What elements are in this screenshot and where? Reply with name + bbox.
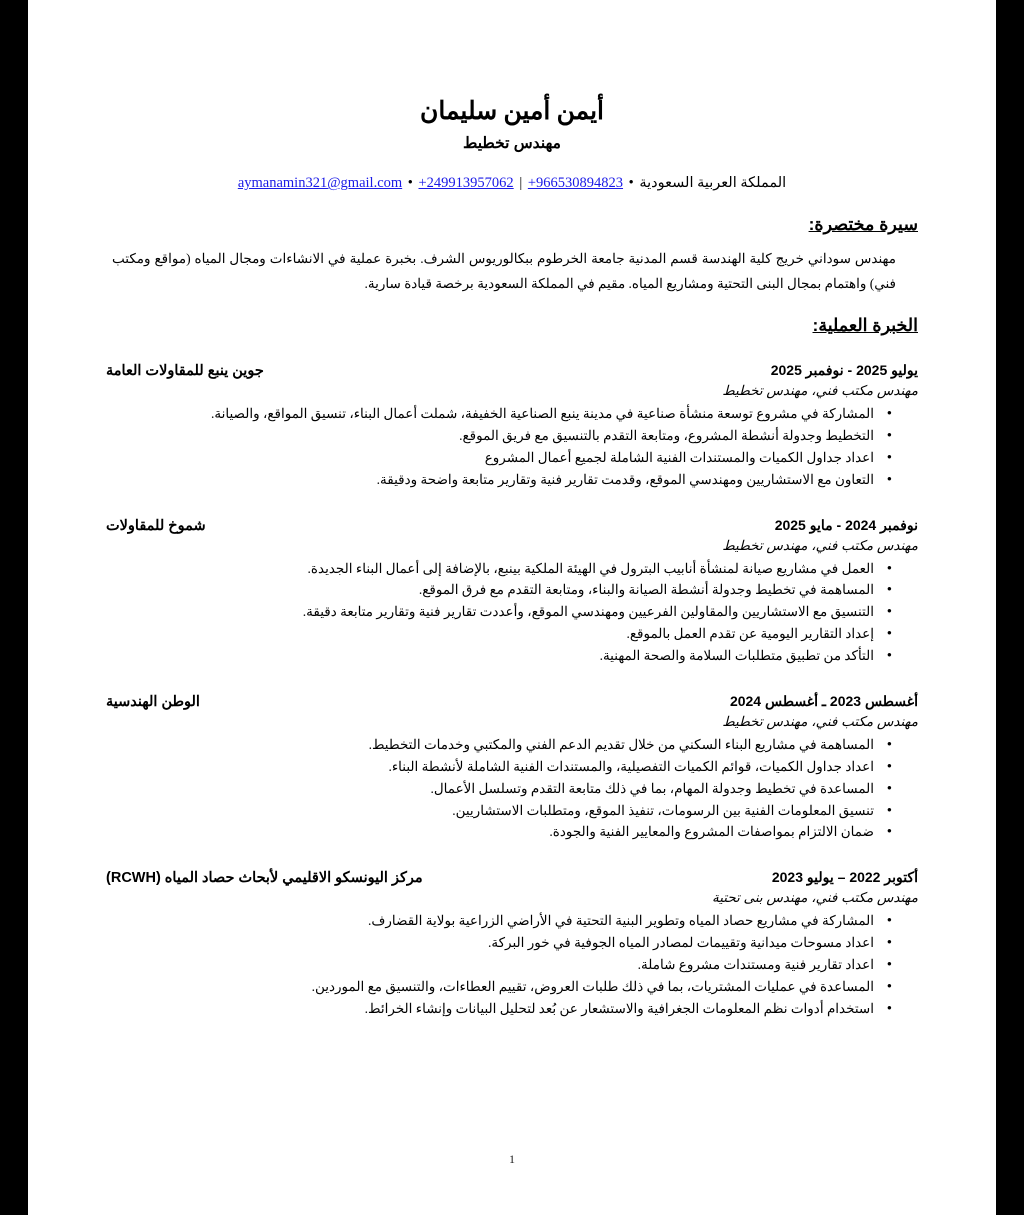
experience-company: مركز اليونسكو الاقليمي لأبحاث حصاد المياه (RCWH)	[106, 870, 423, 887]
summary-text: مهندس سوداني خريج كلية الهندسة قسم المدنية جامعة الخرطوم ببكالوريوس الشرف. بخبرة عملية في الانشاءات ومجال المياه (مواقع ومكتب فني) واهتمام بمجال البنى التحتية ومشاريع المياه. مقيم في المملكة السعودية برخصة قيادة سارية.	[112, 251, 896, 292]
page-number: 1	[509, 1152, 515, 1166]
phone-link-2[interactable]: +966530894823	[527, 175, 624, 192]
experience-role: مهندس مكتب فني، مهندس تخطيط	[722, 383, 918, 399]
experience-header	[106, 362, 918, 379]
experience-item	[106, 869, 918, 1019]
list-item: • اعداد مسوحات ميدانية وتقييمات لمصادر المياه الجوفية في خور البركة.	[106, 932, 892, 954]
list-item: • اعداد تقارير فنية ومستندات مشروع شاملة.	[106, 954, 892, 976]
experience-bullets	[106, 910, 918, 1019]
experience-dates: أكتوبر 2022 – يوليو 2023	[771, 869, 918, 886]
experience-dates: نوفمبر 2024 - مايو 2025	[774, 516, 918, 533]
list-item: • التخطيط وجدولة أنشطة المشروع، ومتابعة التقدم بالتنسيق مع فريق الموقع.	[106, 425, 892, 447]
list-item: • المساعدة في عمليات المشتريات، بما في ذلك طلبات العروض، تقييم العطاءات، والتنسيق مع الموردين.	[106, 976, 892, 998]
summary-heading: سيرة مختصرة:	[808, 214, 918, 235]
list-item: • تنسيق المعلومات الفنية بين الرسومات، تنفيذ الموقع، ومتطلبات الاستشاريين.	[106, 800, 892, 822]
list-item: • استخدام أدوات نظم المعلومات الجغرافية والاستشعار عن بُعد لتحليل البيانات وإنشاء الخرائط.	[106, 998, 892, 1020]
contact-separator-bullet-2: •	[407, 175, 413, 192]
experience-dates: أغسطس 2023 ـ أغسطس 2024	[729, 692, 918, 709]
experience-bullets	[106, 558, 918, 667]
experience-item	[106, 517, 918, 667]
list-item: • المشاركة في مشروع توسعة منشأة صناعية في مدينة ينبع الصناعية الخفيفة، شملت أعمال البناء، تنسيق المواقع، والصيانة.	[106, 403, 892, 425]
experience-role: مهندس مكتب فني، مهندس بنى تحتية	[711, 890, 918, 906]
experience-header	[106, 517, 918, 534]
contact-separator-bullet: •	[628, 175, 634, 192]
page-title: أيمن أمين سليمان	[420, 98, 604, 125]
list-item: • اعداد جداول الكميات، قوائم الكميات التفصيلية، والمستندات الفنية الشاملة لأنشطة البناء.	[106, 756, 892, 778]
candidate-job-title: مهندس تخطيط	[463, 135, 561, 153]
list-item: • التأكد من تطبيق متطلبات السلامة والصحة المهنية.	[106, 645, 892, 667]
list-item: • العمل في مشاريع صيانة لمنشأة أنابيب البترول في الهيئة الملكية بينبع، بالإضافة إلى أعمال البناء الجديدة.	[106, 558, 892, 580]
experience-dates: يوليو 2025 - نوفمبر 2025	[770, 362, 918, 379]
contact-line	[106, 175, 918, 192]
contact-location: المملكة العربية السعودية	[639, 175, 787, 192]
experience-heading: الخبرة العملية:	[812, 315, 918, 336]
email-link[interactable]: aymanamin321@gmail.com	[237, 175, 403, 192]
list-item: • ضمان الالتزام بمواصفات المشروع والمعايير الفنية والجودة.	[106, 821, 892, 843]
experience-header	[106, 869, 918, 886]
experience-item	[106, 693, 918, 843]
list-item: • المشاركة في مشاريع حصاد المياه وتطوير البنية التحتية في الأراضي الزراعية بولاية القضارف.	[106, 910, 892, 932]
list-item: • إعداد التقارير اليومية عن تقدم العمل بالموقع.	[106, 623, 892, 645]
experience-company: جوين ينبع للمقاولات العامة	[106, 363, 264, 380]
experience-item	[106, 362, 918, 490]
experience-role: مهندس مكتب فني، مهندس تخطيط	[722, 537, 918, 553]
experience-bullets	[106, 403, 918, 490]
list-item: • التعاون مع الاستشاريين ومهندسي الموقع، وقدمت تقارير فنية وتقارير متابعة واضحة ودقيقة.	[106, 469, 892, 491]
list-item: • اعداد جداول الكميات والمستندات الفنية الشاملة لجميع أعمال المشروع	[106, 447, 892, 469]
list-item: • المساعدة في تخطيط وجدولة المهام، بما في ذلك متابعة التقدم وتسلسل الأعمال.	[106, 778, 892, 800]
contact-separator-pipe: |	[519, 175, 523, 192]
list-item: • التنسيق مع الاستشاريين والمقاولين الفرعيين ومهندسي الموقع، وأعددت تقارير فنية وتقارير متابعة دقيقة.	[106, 601, 892, 623]
experience-role: مهندس مكتب فني، مهندس تخطيط	[722, 713, 918, 729]
experience-header	[106, 693, 918, 710]
phone-link-1[interactable]: +249913957062	[418, 175, 514, 192]
experience-company: الوطن الهندسية	[106, 693, 200, 710]
list-item: • المساهمة في تخطيط وجدولة أنشطة الصيانة والبناء، ومتابعة التقدم مع فرق الموقع.	[106, 579, 892, 601]
experience-company: شموخ للمقاولات	[106, 517, 206, 534]
resume-page	[28, 0, 996, 1215]
list-item: • المساهمة في مشاريع البناء السكني من خلال تقديم الدعم الفني والمكتبي وخدمات التخطيط.	[106, 734, 892, 756]
experience-bullets	[106, 734, 918, 843]
